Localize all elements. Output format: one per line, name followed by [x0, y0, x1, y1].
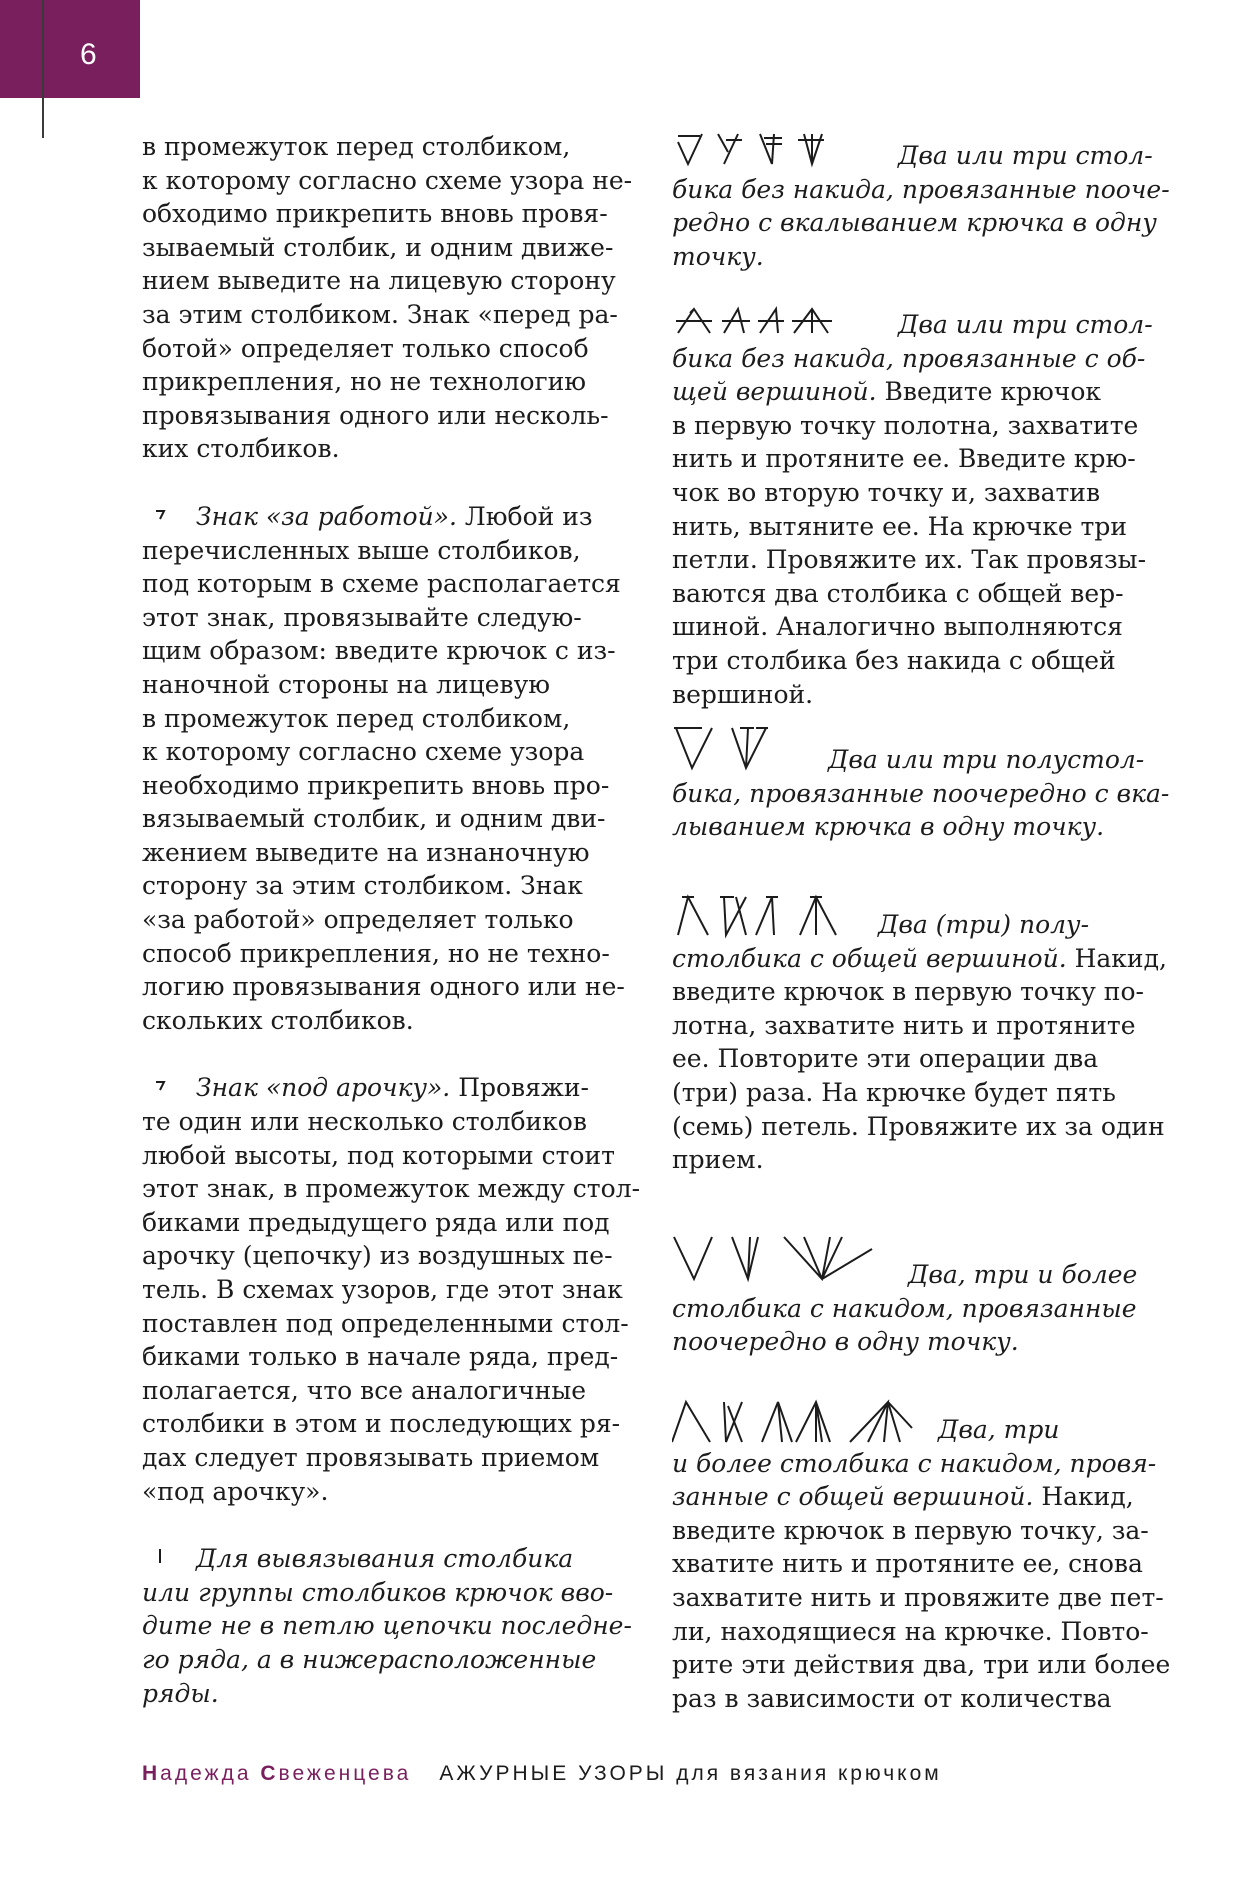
- page-number: 6: [80, 38, 97, 71]
- text-line: введите крючок в первую точку по-: [672, 977, 1144, 1007]
- text-line: чок во вторую точку и, захватив: [672, 477, 1101, 507]
- text-line: любой высоты, под которыми стоит: [142, 1140, 615, 1170]
- text-line: ее. Повторите эти операции два: [672, 1044, 1099, 1074]
- text-line: три столбика без накида с общей: [672, 645, 1116, 675]
- text-line: способ прикрепления, но не техно-: [142, 938, 610, 968]
- text-line: и более столбика с накидом, провя-: [672, 1448, 1157, 1478]
- entry-two-three-hdc-one-point: Два или три полустол- бика, провязанные поочередно с вка- лыванием крючка в одну точку.: [672, 724, 1172, 844]
- text-line: сторону за этим столбиком. Знак: [142, 871, 583, 901]
- page-tab-rule: [42, 0, 44, 138]
- text-line: к которому согласно схеме узора: [142, 737, 585, 767]
- text-line: тель. В схемах узоров, где этот знак: [142, 1275, 623, 1304]
- under-arch-symbol-icon: [142, 1076, 168, 1096]
- text-line: вершиной.: [672, 679, 814, 709]
- text-line: обходимо прикрепить вновь провя-: [142, 199, 608, 229]
- text-line: к которому согласно схеме узора не-: [142, 165, 633, 195]
- paragraph-behind-work: Знак «за работой». Любой из перечисленных выше столбиков, под которым в схеме располагается этот знак, провязывайте следую- щим образом: введите крючок с из- наночной стороны на лицевую в промежуток перед столбиком, к которому согласно схеме узора необходимо прикрепить вновь про- вязываемый столбик, и одним дви- жением выведите на изнаночную сторону за этим столбиком. Знак «за работой» определяет только способ прикрепления, но не техно- логию провязывания одного или не- скольких столбиков.: [142, 500, 642, 1038]
- text-line: го ряда, а в нижерасположенные: [142, 1644, 597, 1674]
- text-line: бика, провязанные поочередно с вка-: [672, 778, 1170, 808]
- author-name: Надежда Свеженцева: [142, 1762, 412, 1785]
- text-line: бика без накида, провязанные поoче-: [672, 174, 1170, 204]
- text-line: зываемый столбик, и одним движе-: [142, 232, 614, 262]
- text-line: (три) раза. На крючке будет пять: [672, 1077, 1116, 1107]
- text-line: петли. Провяжите их. Так провязы-: [672, 545, 1147, 575]
- text-line: полагается, что все аналогичные: [142, 1375, 587, 1405]
- text-line: или группы столбиков крючок вво-: [142, 1577, 614, 1607]
- text-line: ряды.: [142, 1678, 219, 1708]
- text-line: биками предыдущего ряда или под: [142, 1207, 610, 1237]
- text-line: ких столбиков.: [142, 434, 340, 464]
- text-line: «за работой» определяет только: [142, 905, 574, 935]
- running-footer: [142, 1762, 942, 1786]
- text-line: провязывания одного или несколь-: [142, 400, 609, 430]
- page-number-tab: [0, 0, 140, 98]
- text-line: дите не в петлю цепочки последне-: [142, 1611, 632, 1641]
- dc-common-top-symbols-icon: [672, 1398, 932, 1446]
- text-line: «под арочку».: [142, 1476, 329, 1506]
- text-line: ли, находящиеся на крючке. Повто-: [672, 1616, 1149, 1646]
- text-line: наночной стороны на лицевую: [142, 669, 551, 699]
- text-line: за этим столбиком. Знак «перед ра-: [142, 299, 618, 329]
- text-line: нием выведите на лицевую сторону: [142, 266, 616, 296]
- text-line: редно с вкалыванием крючка в одну: [672, 208, 1157, 238]
- text-line: перечисленных выше столбиков,: [142, 535, 581, 565]
- hdc-one-point-symbols-icon: [672, 724, 822, 774]
- paragraph-lower-rows: Для вывязывания столбика или группы столбиков крючок вво- дите не в петлю цепочки последне- го ряда, а в нижерасположенные ряды.: [142, 1542, 642, 1710]
- lower-rows-arrow-icon: [142, 1545, 168, 1567]
- text-line: скольких столбиков.: [142, 1005, 414, 1035]
- text-line: нить и протяните ее. Введите крю-: [672, 444, 1136, 474]
- text-line: раз в зависимости от количества: [672, 1683, 1112, 1713]
- dc-one-point-symbols-icon: [672, 1233, 902, 1289]
- entry-two-three-sc-common-top: Два или три стол- бика без накида, провязанные с об- щей вершиной. Введите крючок в первую точку полотна, захватите нить и протяните ее. Введите крю- чок во вторую точку и, захватив нить, вытяните ее. На крючке три петли. Провяжите их. Так провязы- ваются два столбика с общей вер- шиной. Аналогично выполняются три столбика без накида с общей вершиной.: [672, 303, 1172, 711]
- entry-two-three-sc-one-point: Два или три стол- бика без накида, провязанные поoче- редно с вкалыванием крючка в одну точку.: [672, 130, 1172, 273]
- text-line: арочку (цепочку) из воздушных пе-: [142, 1241, 613, 1271]
- text-line: вязываемый столбик, и одним дви-: [142, 804, 606, 834]
- text-line: хватите нить и протяните ее, снова: [672, 1549, 1143, 1579]
- text-line: этот знак, провязывайте следую-: [142, 602, 582, 632]
- paragraph-under-arch: Знак «под арочку». Провяжи- те один или несколько столбиков любой высоты, под которыми стоит этот знак, в промежуток между стол- биками предыдущего ряда или под арочку (цепочку) из воздушных пе- тель. В схемах узоров, где этот знак поставлен под определенными стол- биками только в начале ряда, пред- полагается, что все аналогичные столбики в этом и последующих ря- дах следует провязывать приемом «под арочку».: [142, 1071, 642, 1508]
- text-line: под которым в схеме располагается: [142, 569, 621, 599]
- text-line: шиной. Аналогично выполняются: [672, 612, 1123, 642]
- text-line: в промежуток перед столбиком,: [142, 703, 571, 733]
- text-line: прикрепления, но не технологию: [142, 367, 587, 397]
- text-line: столбика с накидом, провязанные: [672, 1293, 1137, 1323]
- text-line: бика без накида, провязанные с об-: [672, 343, 1146, 373]
- text-line: жением выведите на изнаночную: [142, 837, 590, 867]
- text-line: поставлен под определенными стол-: [142, 1308, 629, 1338]
- sc-one-point-symbols-icon: [672, 130, 892, 170]
- text-line: те один или несколько столбиков: [142, 1107, 587, 1137]
- text-line: захватите нить и провяжите две пет-: [672, 1582, 1164, 1612]
- text-line: ботой» определяет только способ: [142, 333, 589, 363]
- sc-common-top-symbols-icon: [672, 303, 892, 339]
- text-line: лотна, захватите нить и протяните: [672, 1010, 1136, 1040]
- entry-dc-one-point: Два, три и более столбика с накидом, провязанные поочередно в одну точку.: [672, 1233, 1172, 1359]
- text-line: дах следует провязывать приемом: [142, 1442, 600, 1472]
- text-line: точку.: [672, 241, 764, 271]
- text-line: прием.: [672, 1145, 764, 1175]
- text-line: введите крючок в первую точку, за-: [672, 1515, 1149, 1545]
- left-column: [142, 130, 642, 1710]
- text-line: нить, вытяните ее. На крючке три: [672, 511, 1128, 541]
- text-line: (семь) петель. Провяжите их за один: [672, 1111, 1165, 1141]
- text-line: этот знак, в промежуток между стол-: [142, 1174, 641, 1204]
- text-line: столбики в этом и последующих ря-: [142, 1409, 621, 1439]
- text-line: биками только в начале ряда, пред-: [142, 1342, 619, 1372]
- text-line: необходимо прикрепить вновь про-: [142, 770, 610, 800]
- entry-two-three-hdc-common-top: Два (три) полу- столбика с общей вершиной. Накид, введите крючок в первую точку по- лотна, захватите нить и протяните ее. Повторите эти операции два (три) раза. На крючке будет пять (семь) петель. Провяжите их за один прием.: [672, 893, 1172, 1177]
- text-line: рите эти действия два, три или более: [672, 1650, 1171, 1680]
- behind-work-symbol-icon: [142, 505, 168, 525]
- text-line: в первую точку полотна, захватите: [672, 410, 1139, 440]
- text-line: лыванием крючка в одну точку.: [672, 812, 1105, 842]
- paragraph-before-work: [142, 130, 642, 466]
- text-line: в промежуток перед столбиком,: [142, 132, 571, 161]
- text-line: ваются два столбика с общей вер-: [672, 578, 1124, 608]
- text-line: щим образом: введите крючок с из-: [142, 636, 616, 666]
- text-line: поочередно в одну точку.: [672, 1327, 1019, 1357]
- book-title: АЖУРНЫЕ УЗОРЫ для вязания крючком: [439, 1762, 942, 1785]
- entry-dc-common-top: Два, три и более столбика с накидом, провя- занные с общей вершиной. Накид, введите крючок в первую точку, за- хватите нить и протяните ее, снова захватите нить и провяжите две пет- ли, находящиеся на крючке. Повто- рите эти действия два, три или более раз в зависимости от количества: [672, 1398, 1172, 1715]
- text-line: логию провязывания одного или не-: [142, 972, 625, 1002]
- hdc-common-top-symbols-icon: [672, 893, 872, 939]
